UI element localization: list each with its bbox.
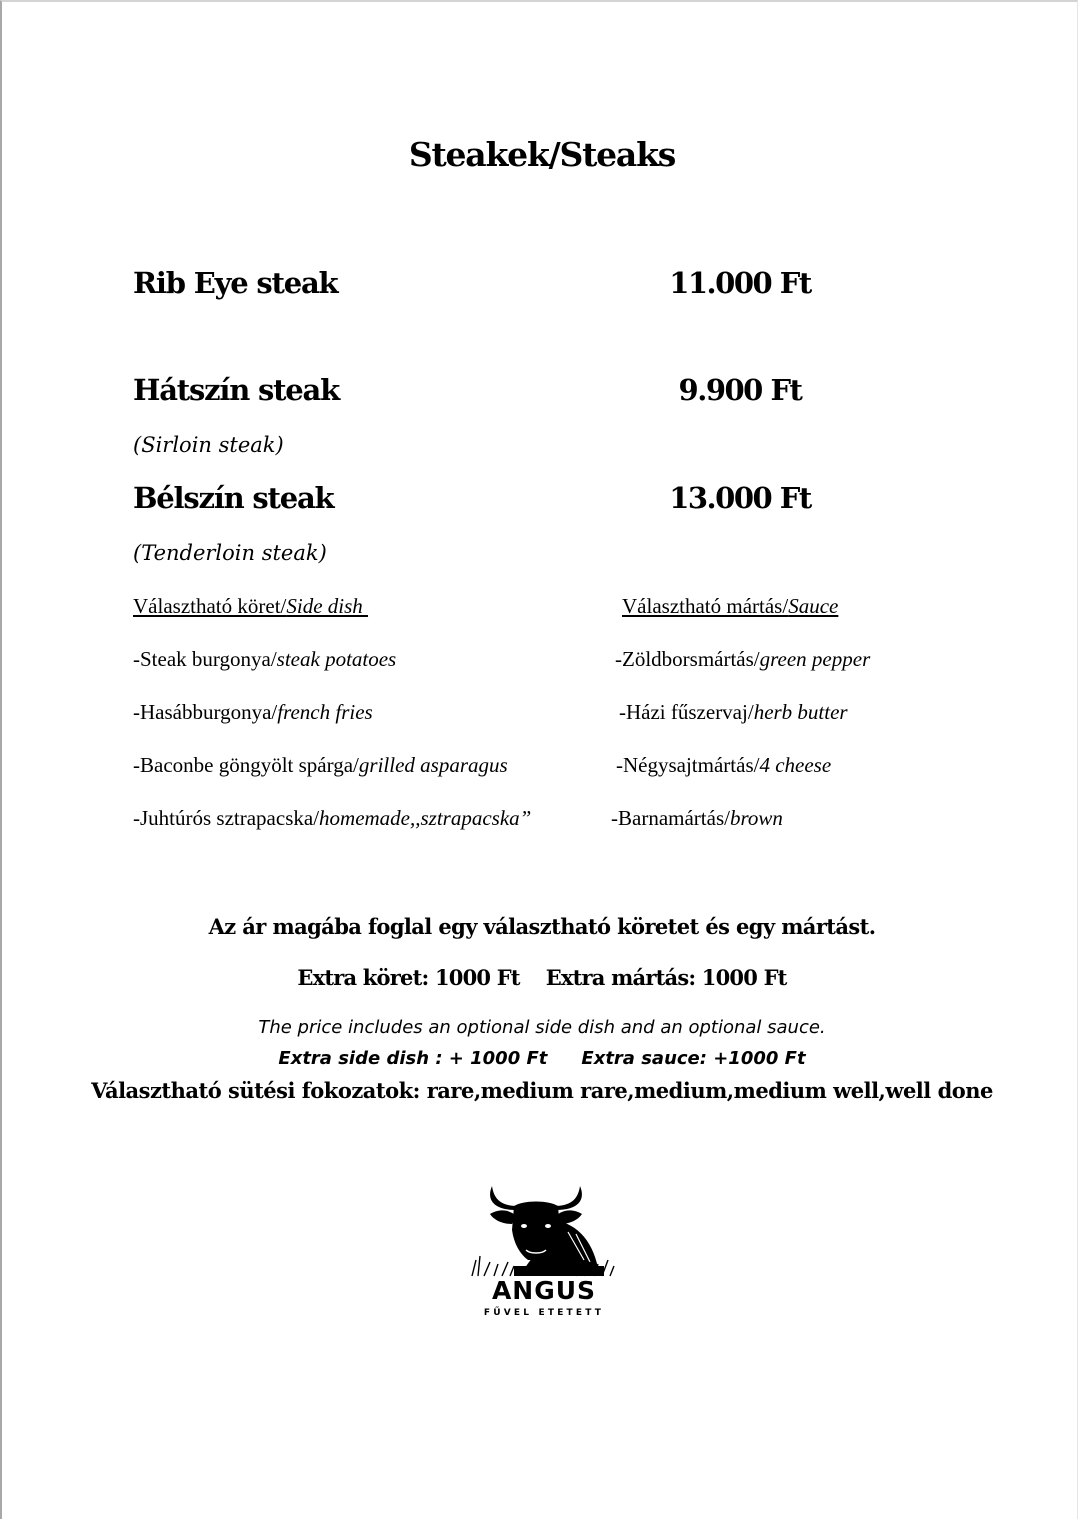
doneness-options: Választható sütési fokozatok: rare,medium rare,medium,medium well,well done (91, 1078, 993, 1103)
sauce-heading (622, 594, 838, 619)
item-subtitle-tenderloin: (Tenderloin steak) (133, 541, 327, 565)
sauce-option (619, 700, 848, 725)
extra-sauce-hu: Extra mártás: 1000 Ft (545, 965, 787, 990)
extras-note-hu (2, 965, 1080, 990)
sauce-option-en: herb butter (753, 700, 848, 724)
item-name-hatszin: Hátszín steak (133, 373, 340, 407)
sauce-option-en: brown (729, 806, 783, 830)
item-price-belszin: 13.000 Ft (669, 481, 811, 515)
side-option-hu: -Baconbe göngyölt spárga/ (133, 753, 359, 777)
side-option (133, 806, 531, 831)
logo-name: ANGUS (491, 1276, 597, 1305)
side-option-en: homemade,,sztrapacska” (319, 806, 532, 830)
side-option-hu: -Hasábburgonya/ (133, 700, 278, 724)
side-dish-heading (133, 594, 368, 619)
sauce-option-en: 4 cheese (759, 753, 832, 777)
sauce-heading-en: Sauce (788, 594, 839, 618)
item-price-rib-eye: 11.000 Ft (669, 266, 811, 300)
sauce-option-hu: -Négysajtmártás/ (616, 753, 760, 777)
sauce-option-en: green pepper (759, 647, 871, 671)
price-includes-note-en: The price includes an optional side dish and an optional sauce. (258, 1017, 826, 1038)
side-dish-heading-hu: Választható köret/ (133, 594, 287, 618)
side-dish-heading-en: Side dish (286, 594, 369, 618)
side-option-en: french fries (277, 700, 373, 724)
extra-side-hu: Extra köret: 1000 Ft (297, 965, 520, 990)
side-option-en: steak potatoes (276, 647, 397, 671)
extra-side-en: Extra side dish : + 1000 Ft (278, 1048, 548, 1069)
item-price-hatszin: 9.900 Ft (678, 373, 802, 407)
sauce-option-hu: -Zöldborsmártás/ (615, 647, 760, 671)
sauce-heading-hu: Választható mártás/ (622, 594, 789, 618)
sauce-option-hu: -Házi fűszervaj/ (619, 700, 754, 724)
sauce-option (615, 647, 870, 672)
side-option (133, 753, 508, 778)
side-option (133, 647, 396, 672)
angus-logo (464, 1180, 624, 1330)
page-title: Steakek/Steaks (408, 135, 676, 174)
sauce-option (616, 753, 831, 778)
sauce-option-hu: -Barnamártás/ (611, 806, 730, 830)
bull-icon (464, 1180, 624, 1280)
extras-note-en (2, 1048, 1080, 1069)
sauce-option (611, 806, 783, 831)
logo-tagline: FŰVEL ETETETT (483, 1308, 605, 1318)
extra-sauce-en: Extra sauce: +1000 Ft (581, 1048, 806, 1069)
price-includes-note-hu: Az ár magába foglal egy választható köretet és egy mártást. (208, 914, 876, 939)
side-option (133, 700, 373, 725)
item-subtitle-sirloin: (Sirloin steak) (133, 433, 284, 457)
item-name-rib-eye: Rib Eye steak (133, 266, 338, 300)
side-option-en: grilled asparagus (358, 753, 508, 777)
side-option-hu: -Juhtúrós sztrapacska/ (133, 806, 320, 830)
side-option-hu: -Steak burgonya/ (133, 647, 277, 671)
item-name-belszin: Bélszín steak (133, 481, 334, 515)
